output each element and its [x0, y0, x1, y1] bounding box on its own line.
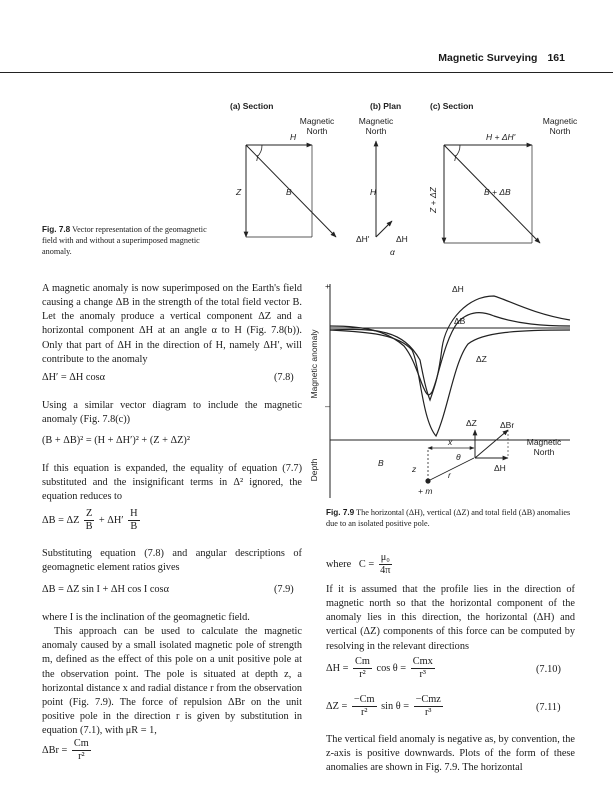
fig79-vec-dBr: ΔBr — [500, 420, 515, 430]
fig79-vec-dH: ΔH — [494, 463, 506, 473]
equation-C — [326, 552, 394, 577]
panel-b-north-2: North — [365, 126, 387, 136]
equation-7-10-number: (7.10) — [536, 664, 561, 675]
equation-7-9-number: (7.9) — [274, 584, 294, 595]
fig79-north-2: North — [533, 447, 555, 457]
eq-reduced-f2-num: H — [130, 508, 138, 519]
panel-b-title: (b) Plan — [370, 101, 402, 111]
fig79-x-label: x — [448, 437, 453, 447]
fig79-label-dZ: ΔZ — [476, 354, 487, 364]
eq711-d2: r³ — [424, 707, 432, 718]
eq-reduced-f2-den: B — [130, 521, 138, 532]
equation-7-8-number: (7.8) — [274, 372, 294, 383]
eq-reduced-f1-num: Z — [85, 508, 93, 519]
panel-b-alpha-label: α — [390, 247, 395, 257]
fig-7-8-caption-text: Vector representation of the geomagnetic field with and without a superimposed magnetic anomaly. — [42, 225, 207, 256]
panel-b-dH-vector — [376, 221, 392, 237]
fig79-r-line — [428, 458, 474, 481]
equation-7-10 — [326, 656, 437, 681]
panel-a-I-label: I — [256, 153, 259, 163]
fig-7-9-label: Fig. 7.9 — [326, 508, 355, 517]
fig79-plus-sign: + — [325, 281, 330, 291]
eq-br-lhs: ΔBr = — [42, 744, 68, 756]
eq711-mid: sin θ = — [381, 700, 410, 712]
equation-force-br — [42, 738, 93, 763]
fig79-label-dH: ΔH — [452, 284, 464, 294]
eq710-n1: Cm — [355, 656, 370, 667]
panel-a-north-1: Magnetic — [299, 116, 335, 126]
eq-c-lhs: C = — [358, 558, 375, 570]
eq-br-num: Cm — [73, 738, 89, 749]
left-paragraph-2: Using a similar vector diagram to include the magnetic anomaly (Fig. 7.8(c)) — [42, 400, 302, 426]
fig79-minus-sign: – — [325, 401, 330, 411]
left-paragraph-2-wrap — [42, 399, 302, 427]
eq-reduced-frac-2 — [128, 508, 139, 533]
left-paragraph-4: Substituting equation (7.8) and angular descriptions of geomagnetic element ratios gives — [42, 548, 302, 574]
fig79-dBr-vector — [475, 430, 508, 458]
page-number: 161 — [547, 52, 565, 64]
fig-7-9-caption-text: The horizontal (ΔH), vertical (ΔZ) and total field (ΔB) anomalies due to an isolated positive pole. — [326, 508, 571, 528]
left-paragraph-1: A magnetic anomaly is now superimposed on the Earth's field causing a change ΔB in the strength of the total field vector B. Let the anomaly produce a vertical component ΔZ and a horizontal component ΔH at an angle α to H (Fig. 7.8(b)). Only that part of ΔH in the direction of H, namely ΔH′, will contribute to the anomaly — [42, 283, 302, 365]
panel-c-I-label: I — [454, 153, 457, 163]
eq710-d2: r³ — [419, 669, 426, 680]
left-paragraph-5-6-wrap — [42, 611, 302, 738]
panel-c-Hplus-label: H + ΔH' — [486, 132, 516, 142]
right-paragraph-1: If it is assumed that the profile lies in the direction of magnetic north so that the horizontal component of the anomaly lies in this direction, the horizontal (ΔH) and vertical (ΔZ) components of this force can be computed by resolving in the relevant directions — [326, 584, 575, 652]
fig79-pole-label: + m — [418, 486, 433, 496]
panel-a-Z-label: Z — [236, 187, 242, 197]
fig79-theta-label: θ — [456, 452, 461, 462]
equation-7-11-number: (7.11) — [536, 702, 561, 713]
fig79-label-dB: ΔB — [454, 316, 466, 326]
header-rule — [0, 72, 613, 73]
panel-b-north-1: Magnetic — [358, 116, 394, 126]
running-header — [438, 52, 565, 64]
left-paragraph-3: If this equation is expanded, the equality of equation (7.7) substituted and the insignificant terms in Δ² ignored, the equation reduces to — [42, 463, 302, 503]
fig-7-9-caption — [326, 507, 576, 529]
equation-7-11 — [326, 694, 445, 719]
right-paragraph-2-wrap — [326, 733, 575, 775]
eq-reduced-mid: + ΔH′ — [98, 514, 124, 526]
eq710-mid: cos θ = — [376, 662, 407, 674]
eq-br-frac — [72, 738, 91, 763]
eq710-frac-2 — [411, 656, 435, 681]
left-paragraph-4-wrap — [42, 547, 302, 575]
left-paragraph-3-wrap — [42, 462, 302, 504]
right-paragraph-2: The vertical field anomaly is negative as, by convention, the z-axis is positive downwards. Plots of the form of these anomalies are shown in Fig. 7.9. The horizontal — [326, 734, 575, 774]
fig79-curve-dZ — [330, 330, 570, 436]
eq711-frac-2 — [414, 694, 443, 719]
panel-a-north-2: North — [306, 126, 328, 136]
panel-c-north-1: Magnetic — [542, 116, 578, 126]
panel-b-dHprime-label: ΔH' — [356, 234, 370, 244]
panel-c-north-2: North — [549, 126, 571, 136]
eq710-n2: Cmx — [412, 656, 433, 667]
eq711-d1: r² — [360, 707, 368, 718]
eq-c-den: 4π — [380, 565, 391, 576]
header-title: Magnetic Surveying — [438, 52, 538, 64]
fig79-r-label: r — [448, 470, 451, 480]
eq711-frac-1 — [352, 694, 377, 719]
fig79-curve-dH — [330, 296, 570, 400]
eq-c-num: μ₀ — [380, 552, 390, 563]
where-word: where — [326, 558, 352, 570]
figure-7-9 — [308, 280, 573, 502]
fig79-vec-dZ: ΔZ — [466, 418, 477, 428]
fig79-north-1: Magnetic — [526, 437, 562, 447]
eq-br-den: r² — [78, 751, 85, 762]
fig79-pole — [425, 478, 430, 483]
fig79-ylabel-depth: Depth — [309, 458, 319, 482]
panel-a-title: (a) Section — [230, 101, 274, 111]
fig79-z-label: z — [412, 464, 417, 474]
equation-7-8: ΔH′ = ΔH cosα — [42, 372, 106, 383]
eq-reduced-frac-1 — [84, 508, 94, 533]
fig-7-8-label: Fig. 7.8 — [42, 225, 71, 234]
eq711-n2: −Cmz — [415, 694, 441, 705]
fig-7-8-caption — [42, 224, 220, 257]
panel-c-Bplus-label: B + ΔB — [484, 187, 511, 197]
equation-total-field: (B + ΔB)² = (H + ΔH′)² + (Z + ΔZ)² — [42, 435, 190, 446]
eq710-lhs: ΔH = — [326, 662, 349, 674]
equation-reduced — [42, 508, 142, 533]
eq-reduced-lhs: ΔB = ΔZ — [42, 514, 80, 526]
panel-b-H-label: H — [370, 187, 377, 197]
left-column — [42, 282, 302, 367]
left-paragraph-6: This approach can be used to calculate the magnetic anomaly caused by a small isolated magnetic pole of strength m, defined as the effect of this pole on a unit positive pole at the observation point. The pole is situated at depth z, a horizontal distance x and radial distance r from the observation point (Fig. 7.9). The force of repulsion ΔBr on the unit positive pole in the direction r is given by substitution in equation (7.1), with μR = 1, — [42, 626, 302, 737]
eq711-lhs: ΔZ = — [326, 700, 348, 712]
panel-c-title: (c) Section — [430, 101, 474, 111]
fig79-ylabel-anomaly: Magnetic anomaly — [309, 329, 319, 399]
eq710-frac-1 — [353, 656, 372, 681]
eq-reduced-f1-den: B — [85, 521, 93, 532]
eq711-n1: −Cm — [353, 694, 375, 705]
eq-c-frac — [379, 552, 392, 577]
panel-b-dH-label: ΔH — [396, 234, 408, 244]
right-paragraph-1-wrap — [326, 583, 575, 654]
panel-a-B-label: B — [286, 187, 292, 197]
eq710-d1: r² — [359, 669, 366, 680]
panel-a-H-label: H — [290, 132, 297, 142]
fig79-B-label: B — [378, 458, 384, 468]
left-paragraph-5: where I is the inclination of the geomagnetic field. — [42, 612, 250, 623]
panel-c-Zplus-label: Z + ΔZ — [428, 187, 438, 213]
equation-7-9: ΔB = ΔZ sin I + ΔH cos I cosα — [42, 584, 169, 595]
